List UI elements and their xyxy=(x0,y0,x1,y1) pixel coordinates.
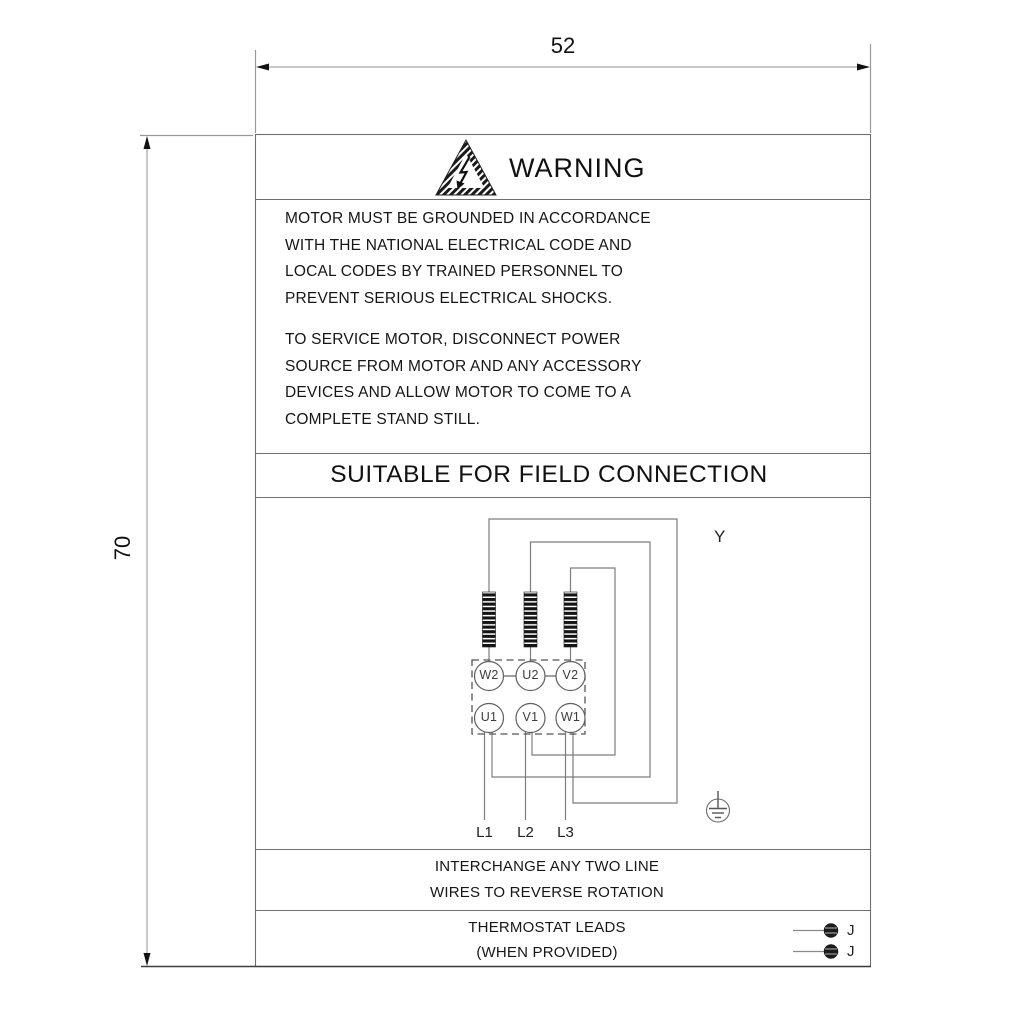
service-notice-line: TO SERVICE MOTOR, DISCONNECT POWER xyxy=(285,331,621,348)
grounding-notice-line: MOTOR MUST BE GROUNDED IN ACCORDANCE xyxy=(285,210,651,227)
winding-coils xyxy=(483,592,578,647)
terminal-label-w2: W2 xyxy=(479,668,499,682)
line-label-l1: L1 xyxy=(476,824,493,841)
coil-icon xyxy=(564,592,577,647)
terminal-label-w1: W1 xyxy=(560,710,581,724)
thermostat-lead-1-label: J xyxy=(847,922,855,939)
coil-icon xyxy=(483,592,496,647)
grounding-notice-line: PREVENT SERIOUS ELECTRICAL SHOCKS. xyxy=(285,289,613,307)
grounding-notice-line: LOCAL CODES BY TRAINED PERSONNEL TO xyxy=(285,263,624,280)
rotation-note xyxy=(255,854,839,906)
line-label-l2: L2 xyxy=(517,824,534,841)
height-dimension xyxy=(140,136,253,967)
wye-connection-label: Y xyxy=(714,527,726,546)
dim-arrow-up-icon xyxy=(144,136,151,149)
grounding-notice-line: WITH THE NATIONAL ELECTRICAL CODE AND xyxy=(285,236,632,254)
width-dimension-value: 52 xyxy=(550,33,576,58)
dim-arrow-right-icon xyxy=(857,64,870,71)
thermostat-lead-2-label: J xyxy=(847,943,855,960)
thermostat-note-line: THERMOSTAT LEADS xyxy=(468,919,626,936)
service-notice xyxy=(285,327,642,433)
terminal-label-u2: U2 xyxy=(522,668,539,682)
service-notice-line: SOURCE FROM MOTOR AND ANY ACCESSORY xyxy=(285,357,642,375)
line-label-l3: L3 xyxy=(557,824,574,841)
dim-arrow-left-icon xyxy=(256,64,269,71)
dim-arrow-down-icon xyxy=(144,953,151,966)
field-connection-title: SUITABLE FOR FIELD CONNECTION xyxy=(330,461,768,488)
wiring-diagram xyxy=(472,519,730,822)
terminal-label-u1: U1 xyxy=(480,710,498,724)
ground-icon xyxy=(707,791,730,822)
grounding-notice xyxy=(285,206,651,312)
rotation-note-line: WIRES TO REVERSE ROTATION xyxy=(430,884,664,901)
height-dimension-value: 70 xyxy=(110,535,135,561)
service-notice-line: COMPLETE STAND STILL. xyxy=(285,410,481,428)
thermostat-note xyxy=(255,915,839,965)
terminal-label-v2: V2 xyxy=(562,668,579,682)
warning-title: WARNING xyxy=(509,153,646,183)
terminal-label-v1: V1 xyxy=(522,710,539,724)
high-voltage-warning-icon xyxy=(436,140,496,195)
rotation-note-line: INTERCHANGE ANY TWO LINE xyxy=(434,858,660,875)
coil-icon xyxy=(524,592,537,647)
service-notice-line: DEVICES AND ALLOW MOTOR TO COME TO A xyxy=(285,384,631,401)
thermostat-note-line: (WHEN PROVIDED) xyxy=(476,944,618,961)
